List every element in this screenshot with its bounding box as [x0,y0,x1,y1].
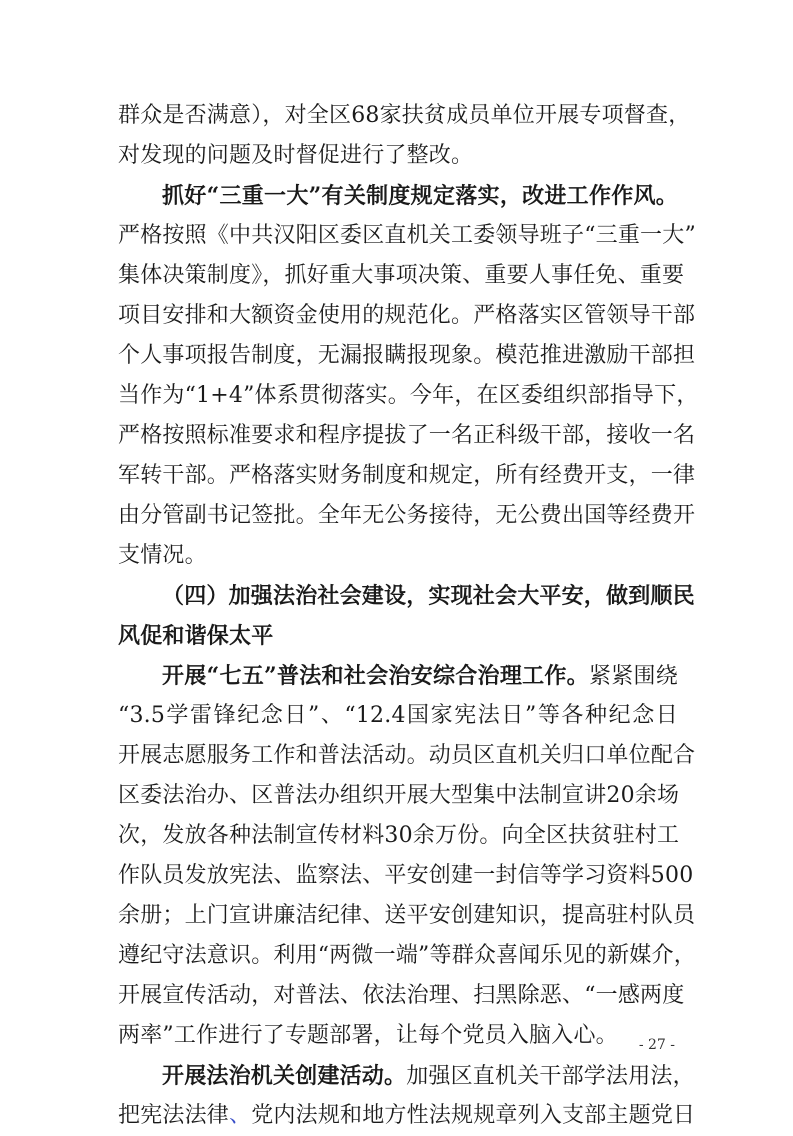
paragraph-line: 开展志愿服务工作和普法活动。动员区直机关归口单位配合 [118,743,696,768]
paragraph-text: 、 [229,1103,252,1128]
chapter-heading: （四）加强法治社会建设，实现社会大平安，做到顺民 [162,583,695,609]
page-number: - 27 - [638,1037,675,1053]
section-heading: 开展“七五”普法和社会治安综合治理工作。 [162,663,589,689]
paragraph-line: 区委法治办、区普法办组织开展大型集中法制宣讲20余场 [118,783,680,808]
paragraph-line: 次，发放各种法制宣传材料30余万份。向全区扶贫驻村工 [118,823,680,848]
paragraph-line: 两率”工作进行了专题部署，让每个党员入脑入心。 [118,1023,618,1048]
paragraph-text: 把宪法法律 [118,1103,230,1128]
paragraph-line: 支情况。 [118,543,207,568]
paragraph-line: 集体决策制度》，抓好重大事项决策、重要人事任免、重要 [118,263,685,288]
paragraph-text: 紧紧围绕 [588,664,678,689]
paragraph-line: 严格按照标准要求和程序提拔了一名正科级干部，接收一名 [118,423,696,448]
paragraph-text: 党内法规和地方性法规规章列入支部主题党日 [251,1103,696,1128]
chapter-heading: 风促和谐保太平 [118,623,274,649]
section-heading: 开展法治机关创建活动。 [162,1063,407,1089]
paragraph-line: 当作为“1+4”体系贯彻落实。今年，在区委组织部指导下， [118,383,699,408]
paragraph-line: 项目安排和大额资金使用的规范化。严格落实区管领导干部 [118,303,696,328]
paragraph-line: 余册；上门宣讲廉洁纪律、送平安创建知识，提高驻村队员 [118,903,696,928]
paragraph-text: 加强区直机关干部学法用法， [406,1064,695,1089]
paragraph-line: 开展宣传活动，对普法、依法治理、扫黑除恶、“一感两度 [118,983,685,1008]
paragraph-line [162,656,678,696]
paragraph-line: 个人事项报告制度，无漏报瞒报现象。模范推进激励干部担 [118,343,696,368]
paragraph-line: “3.5学雷锋纪念日”、“12.4国家宪法日”等各种纪念日 [118,703,678,728]
paragraph-line: 遵纪守法意识。利用“两微一端”等群众喜闻乐见的新媒介， [118,943,696,968]
paragraph-line [162,1056,695,1096]
paragraph-line: 群众是否满意），对全区68家扶贫成员单位开展专项督查， [118,103,691,128]
paragraph-line [118,1096,696,1136]
paragraph-line: 对发现的问题及时督促进行了整改。 [118,143,474,168]
section-heading: 抓好“三重一大”有关制度规定落实，改进工作作风。 [162,183,678,209]
paragraph-line: 由分管副书记签批。全年无公务接待，无公费出国等经费开 [118,503,696,528]
paragraph-line: 严格按照《中共汉阳区委区直机关工委领导班子“三重一大” [118,223,696,248]
paragraph-line: 作队员发放宪法、监察法、平安创建一封信等学习资料500 [118,863,694,888]
paragraph-line: 军转干部。严格落实财务制度和规定，所有经费开支，一律 [118,463,696,488]
